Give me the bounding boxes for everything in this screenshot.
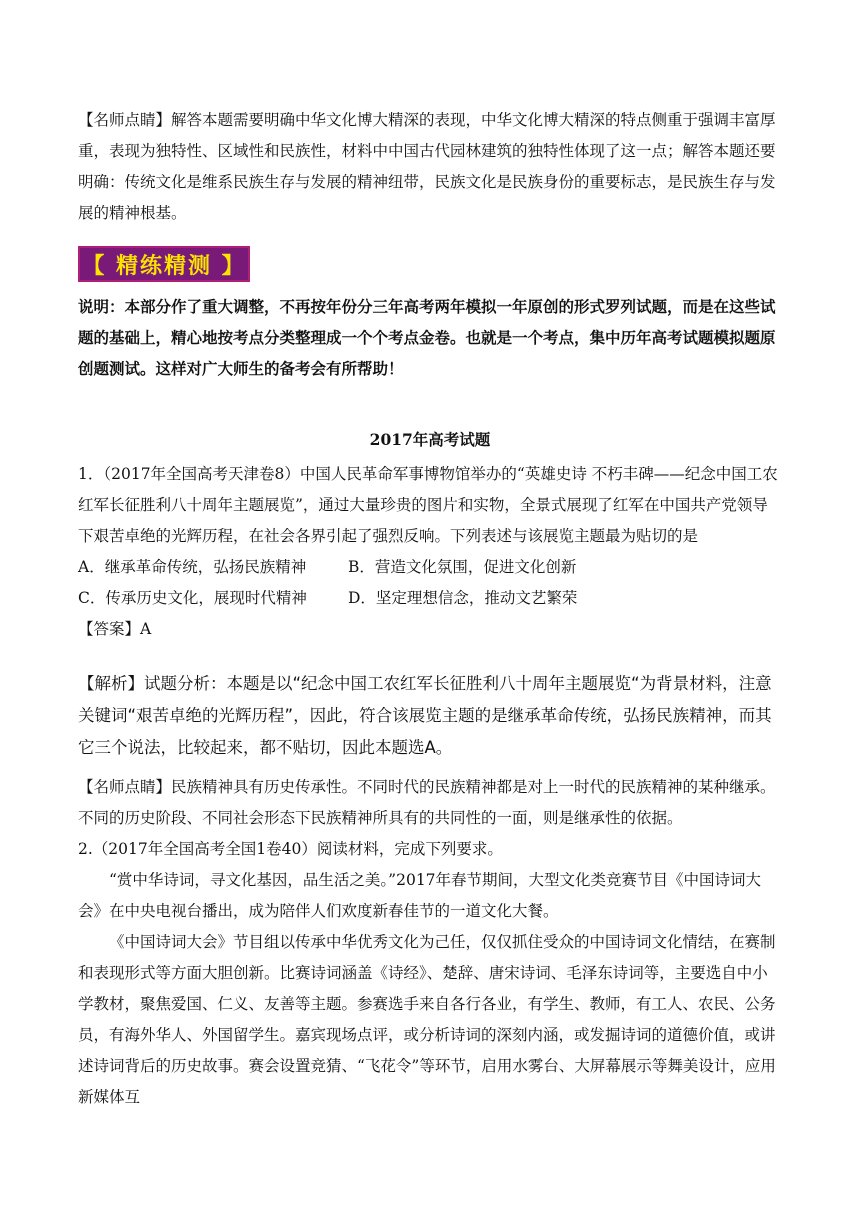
option-b: B．营造文化氛围，促进文化创新 bbox=[348, 558, 577, 576]
question-1-options-row-1 bbox=[78, 552, 782, 583]
question-2-stem: 2.（2017年全国高考全国1卷40）阅读材料，完成下列要求。 bbox=[78, 840, 503, 858]
teacher-tip-1 bbox=[78, 105, 782, 229]
question-1-options-row-2 bbox=[78, 583, 782, 614]
teacher-tip-2 bbox=[78, 772, 782, 834]
option-d: D．坚定理想信念，推动文艺繁荣 bbox=[348, 589, 578, 607]
teacher-tip-tag: 【名师点睛】 bbox=[78, 778, 172, 796]
question-1 bbox=[78, 459, 782, 645]
question-1-stem: 1．（2017年全国高考天津卷8）中国人民革命军事博物馆举办的“英雄史诗 不朽丰碑——纪念中国工农红军长征胜利八十周年主题展览”，通过大量珍贵的图片和实物，全景式展现了红军在中国共产党领导下艰苦卓绝的光辉历程，在社会各界引起了强烈反响。下列表述与该展览主题最为贴切的是 bbox=[78, 465, 778, 545]
option-c: C．传承历史文化，展现时代精神 bbox=[78, 589, 307, 607]
practice-banner-label: 【 精练精测 】 bbox=[82, 253, 246, 279]
option-a: A．继承革命传统，弘扬民族精神 bbox=[78, 558, 307, 576]
teacher-tip-1-paragraph bbox=[78, 105, 782, 229]
section-title bbox=[78, 424, 782, 455]
teacher-tip-tag: 【名师点睛】 bbox=[78, 111, 172, 129]
teacher-tip-text: 解答本题需要明确中华文化博大精深的表现，中华文化博大精深的特点侧重于强调丰富厚重，表现为独特性、区域性和民族性，材料中中国古代园林建筑的独特性体现了这一点；解答本题还要明确：传统文化是维系民族生存与发展的精神纽带，民族文化是民族身份的重要标志，是民族生存与发展的精神根基。 bbox=[78, 111, 776, 222]
section-title-text: 2017年高考试题 bbox=[369, 430, 491, 449]
practice-banner bbox=[78, 246, 250, 282]
teacher-tip-text: 民族精神具有历史传承性。不同时代的民族精神都是对上一时代的民族精神的某种继承。不同的历史阶段、不同社会形态下民族精神所具有的共同性的一面，则是继承性的依据。 bbox=[78, 778, 776, 827]
section-note bbox=[78, 291, 782, 384]
section-note-text: 说明：本部分作了重大调整，不再按年份分三年高考两年模拟一年原创的形式罗列试题，而是在这些试题的基础上，精心地按考点分类整理成一个个考点金卷。也就是一个考点，集中历年高考试题模拟题原创题测试。这样对广大师生的备考会有所帮助！ bbox=[78, 297, 776, 378]
question-1-analysis bbox=[78, 668, 782, 764]
question-2-paragraph-2: 《中国诗词大会》节目组以传承中华优秀文化为己任，仅仅抓住受众的中国诗词文化情结，在赛制和表现形式等方面大胆创新。比赛诗词涵盖《诗经》、楚辞、唐宋诗词、毛泽东诗词等，主要选自中小学教材，聚焦爱国、仁义、友善等主题。参赛选手来自各行各业，有学生、教师，有工人、农民、公务员，有海外华人、外国留学生。嘉宾现场点评，或分析诗词的深刻内涵，或发掘诗词的道德价值，或讲述诗词背后的历史故事。赛会设置竞猜、“飞花令”等环节，启用水雾台、大屏幕展示等舞美设计，应用新媒体互 bbox=[78, 933, 776, 1106]
question-1-analysis-text: 【解析】试题分析：本题是以“纪念中国工农红军长征胜利八十周年主题展览“为背景材料，注意关键词“艰苦卓绝的光辉历程”，因此，符合该展览主题的是继承革命传统，弘扬民族精神，而其它三个说法，比较起来，都不贴切，因此本题选A。 bbox=[78, 674, 772, 757]
question-2-paragraph-1: “赏中华诗词，寻文化基因，品生活之美。”2017年春节期间，大型文化类竞赛节目《中国诗词大会》在中央电视台播出，成为陪伴人们欢度新春佳节的一道文化大餐。 bbox=[78, 871, 762, 920]
question-1-answer: 【答案】A bbox=[78, 620, 152, 638]
question-2 bbox=[78, 834, 782, 1113]
teacher-tip-2-paragraph bbox=[78, 772, 782, 834]
